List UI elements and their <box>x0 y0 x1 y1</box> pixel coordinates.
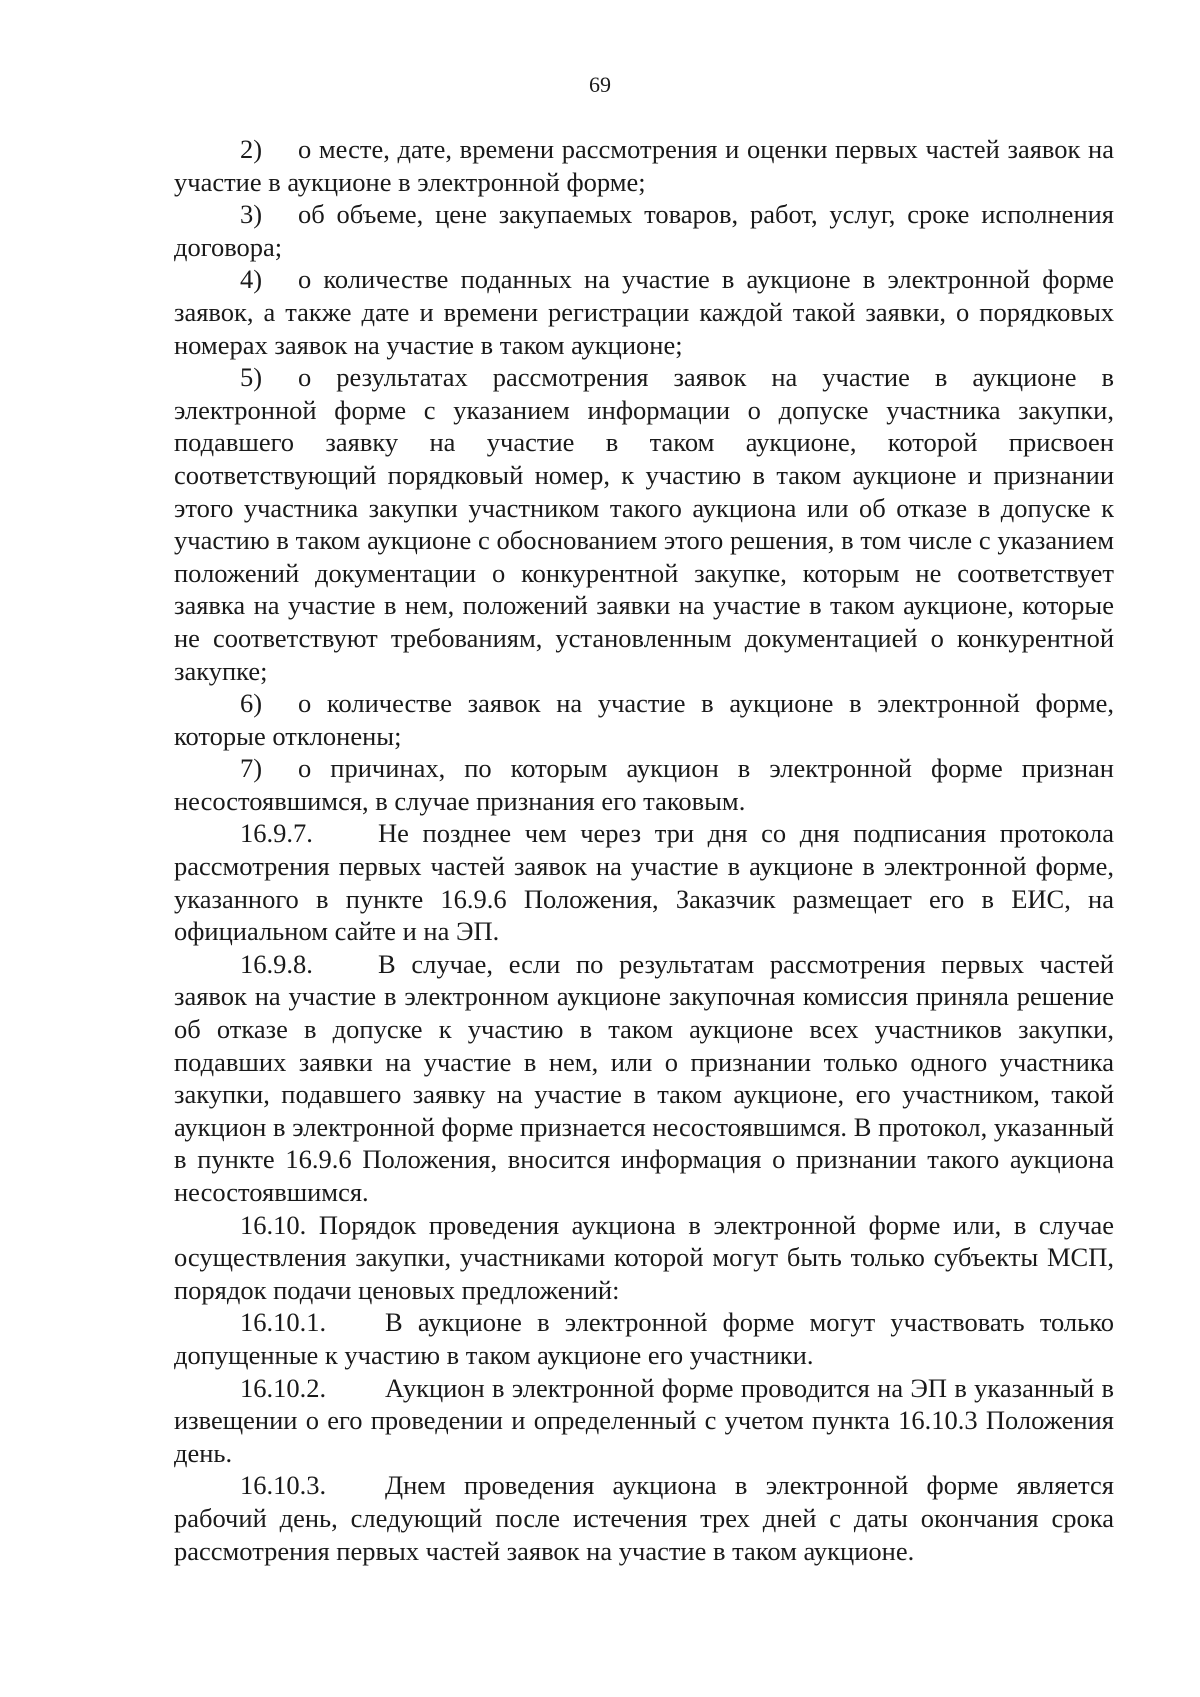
item-number: 4) <box>240 264 263 295</box>
section-text: 16.10. Порядок проведения аукциона в электронной форме или, в случае осуществления закупки, участниками которой могут быть только субъекты МСП, порядок подачи ценовых предложений: <box>174 1209 1114 1305</box>
item-number: 7) <box>240 753 263 784</box>
list-item <box>174 133 1114 198</box>
list-item <box>174 263 1114 361</box>
list-item <box>174 361 1114 687</box>
clause-text: В случае, если по результатам рассмотрения первых частей заявок на участие в электронном аукционе закупочная комиссия приняла решение об отказе в допуске к участию в таком аукционе всех участников закупки, подавших заявки на участие в нем, или о признании только одного участника закупки, подавшего заявку на участие в таком аукционе, его участником, такой аукцион в электронной форме признается несостоявшимся. В протокол, указанный в пункте 16.9.6 Положения, вносится информация о признании такого аукциона несостоявшимся. <box>174 948 1114 1207</box>
item-number: 5) <box>240 362 263 393</box>
clause-paragraph <box>174 817 1114 947</box>
list-item <box>174 198 1114 263</box>
clause-text: Днем проведения аукциона в электронной форме является рабочий день, следующий после истечения трех дней с даты окончания срока рассмотрения первых частей заявок на участие в таком аукционе. <box>174 1470 1114 1566</box>
item-text: о причинах, по которым аукцион в электронной форме признан несостоявшимся, в случае признания его таковым. <box>174 753 1114 816</box>
clause-number: 16.9.7. <box>240 818 313 849</box>
item-number: 2) <box>240 134 263 164</box>
clause-paragraph <box>174 1306 1114 1371</box>
clause-number: 16.10.1. <box>240 1307 327 1338</box>
list-item <box>174 752 1114 817</box>
list-item <box>174 687 1114 752</box>
item-text: о месте, дате, времени рассмотрения и оценки первых частей заявок на участие в аукционе в электронной форме; <box>174 134 1114 197</box>
clause-paragraph <box>174 1469 1114 1567</box>
item-text: о результатах рассмотрения заявок на участие в аукционе в электронной форме с указанием информации о допуске участника закупки, подавшего заявку на участие в таком аукционе, которой присвоен соответствующий порядковый номер, к участию в таком аукционе и признании этого участника закупки участником такого аукциона или об отказе в допуске к участию в таком аукционе с обоснованием этого решения, в том числе с указанием положений документации о конкурентной закупке, которым не соответствует заявка на участие в нем, положений заявки на участие в таком аукционе, которые не соответствуют требованиям, установленным документацией о конкурентной закупке; <box>174 362 1114 686</box>
clause-number: 16.10.3. <box>240 1470 327 1501</box>
document-body <box>174 133 1114 1567</box>
clause-number: 16.9.8. <box>240 948 313 979</box>
page-number: 69 <box>589 72 611 97</box>
clause-text: Не позднее чем через три дня со дня подписания протокола рассмотрения первых частей заявок на участие в аукционе в электронной форме, указанного в пункте 16.9.6 Положения, Заказчик размещает его в ЕИС, на официальном сайте и на ЭП. <box>174 818 1114 947</box>
section-paragraph <box>174 1209 1114 1307</box>
clause-paragraph <box>174 1372 1114 1470</box>
clause-paragraph <box>174 948 1114 1209</box>
item-number: 6) <box>240 688 263 719</box>
clause-text: Аукцион в электронной форме проводится на ЭП в указанный в извещении о его проведении и определенный с учетом пункта 16.10.3 Положения день. <box>174 1372 1114 1468</box>
clause-number: 16.10.2. <box>240 1372 327 1403</box>
item-number: 3) <box>240 199 263 230</box>
item-text: о количестве заявок на участие в аукционе в электронной форме, которые отклонены; <box>174 688 1114 751</box>
item-text: о количестве поданных на участие в аукционе в электронной форме заявок, а также дате и времени регистрации каждой такой заявки, о порядковых номерах заявок на участие в таком аукционе; <box>174 264 1114 360</box>
item-text: об объеме, цене закупаемых товаров, работ, услуг, сроке исполнения договора; <box>174 199 1114 262</box>
clause-text: В аукционе в электронной форме могут участвовать только допущенные к участию в таком аукционе его участники. <box>174 1307 1114 1370</box>
